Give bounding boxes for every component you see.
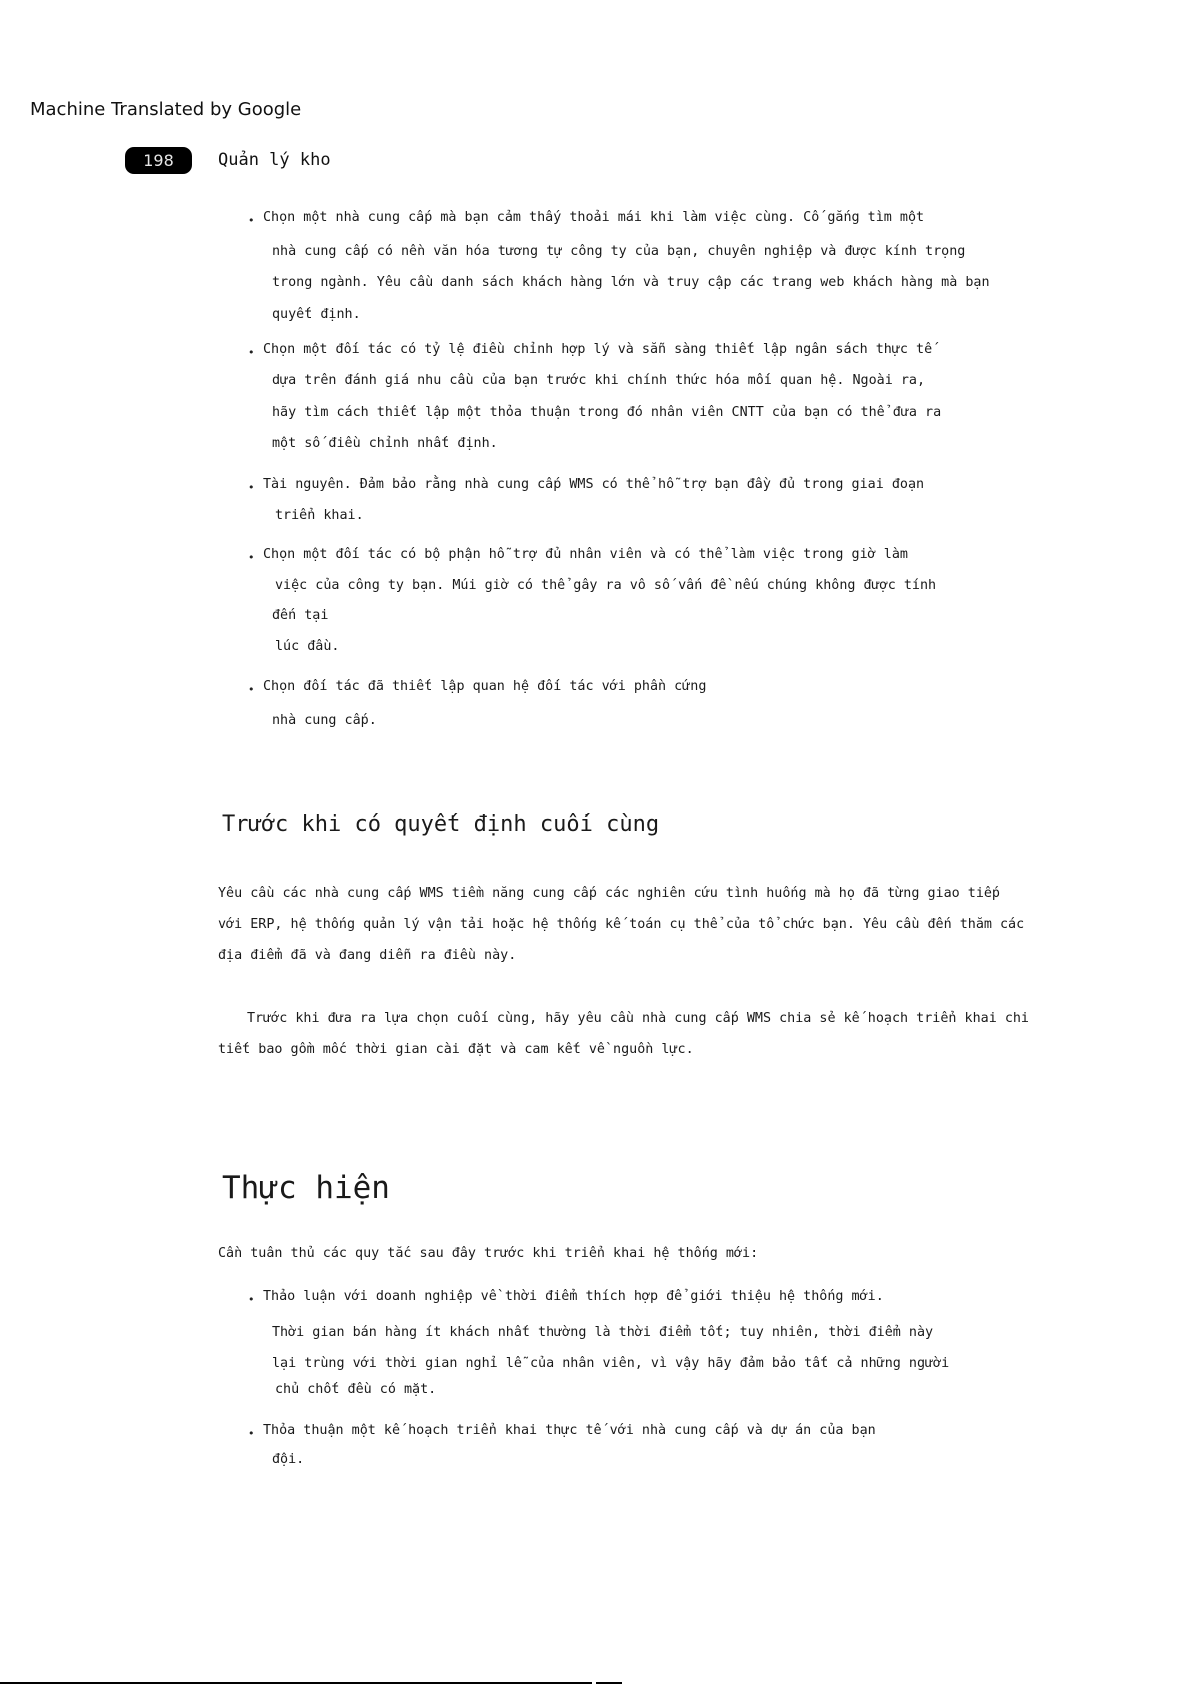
bullet-marker: • [248, 551, 255, 564]
bullet-line: Chọn một nhà cung cấp mà bạn cảm thấy thoải mái khi làm việc cùng. Cố gắng tìm một [263, 210, 925, 225]
bullet-line: lại trùng với thời gian nghỉ lễ của nhân viên, vì vậy hãy đảm bảo tất cả những người [272, 1356, 950, 1371]
bullet-line: một số điều chỉnh nhất định. [272, 436, 498, 451]
bullet-line: lúc đầu. [275, 639, 340, 654]
footer-rule-short [596, 1682, 622, 1684]
bullet-line: dựa trên đánh giá nhu cầu của bạn trước khi chính thức hóa mối quan hệ. Ngoài ra, [272, 373, 926, 388]
bullet-line: trong ngành. Yêu cầu danh sách khách hàng lớn và truy cập các trang web khách hàng mà bạn [272, 275, 990, 290]
bullet-line: quyết định. [272, 307, 361, 322]
section-heading: Trước khi có quyết định cuối cùng [222, 812, 660, 837]
machine-translated-banner: Machine Translated by Google [30, 99, 302, 120]
paragraph-line: Trước khi đưa ra lựa chọn cuối cùng, hãy yêu cầu nhà cung cấp WMS chia sẻ kế hoạch triển khai chi [247, 1011, 1029, 1026]
bullet-line: việc của công ty bạn. Múi giờ có thể gây ra vô số vấn đề nếu chúng không được tính [275, 578, 937, 593]
running-title: Quản lý kho [218, 150, 331, 170]
bullet-marker: • [248, 683, 255, 696]
bullet-marker: • [248, 346, 255, 359]
page-number-badge: 198 [125, 147, 192, 174]
bullet-marker: • [248, 1427, 255, 1440]
paragraph-line: địa điểm đã và đang diễn ra điều này. [218, 948, 517, 963]
bullet-line: Chọn một đối tác có tỷ lệ điều chỉnh hợp lý và sẵn sàng thiết lập ngân sách thực tế [263, 342, 933, 357]
bullet-line: Thỏa thuận một kế hoạch triển khai thực tế với nhà cung cấp và dự án của bạn [263, 1423, 876, 1438]
paragraph-line: tiết bao gồm mốc thời gian cài đặt và cam kết về nguồn lực. [218, 1042, 694, 1057]
bullet-line: hãy tìm cách thiết lập một thỏa thuận trong đó nhân viên CNTT của bạn có thể đưa ra [272, 405, 942, 420]
bullet-marker: • [248, 481, 255, 494]
bullet-line: nhà cung cấp. [272, 713, 377, 728]
bullet-line: Chọn một đối tác có bộ phận hỗ trợ đủ nhân viên và có thể làm việc trong giờ làm [263, 547, 908, 562]
bullet-line: Tài nguyên. Đảm bảo rằng nhà cung cấp WMS có thể hỗ trợ bạn đầy đủ trong giai đoạn [263, 477, 925, 492]
bullet-line: triển khai. [275, 508, 364, 523]
bullet-line: chủ chốt đều có mặt. [275, 1382, 437, 1397]
bullet-line: Thảo luận với doanh nghiệp về thời điểm thích hợp để giới thiệu hệ thống mới. [263, 1289, 884, 1304]
chapter-heading: Thực hiện [222, 1170, 390, 1206]
intro-paragraph: Cần tuân thủ các quy tắc sau đây trước khi triển khai hệ thống mới: [218, 1246, 759, 1261]
footer-rule [0, 1682, 592, 1684]
paragraph-line: Yêu cầu các nhà cung cấp WMS tiềm năng cung cấp các nghiên cứu tình huống mà họ đã từng giao tiếp [218, 886, 1000, 901]
paragraph-line: với ERP, hệ thống quản lý vận tải hoặc hệ thống kế toán cụ thể của tổ chức bạn. Yêu cầu đến thăm các [218, 917, 1025, 932]
bullet-line: Thời gian bán hàng ít khách nhất thường là thời điểm tốt; tuy nhiên, thời điểm này [272, 1325, 934, 1340]
bullet-line: đến tại [272, 608, 329, 623]
bullet-line: Chọn đối tác đã thiết lập quan hệ đối tác với phần cứng [263, 679, 707, 694]
bullet-line: nhà cung cấp có nền văn hóa tương tự công ty của bạn, chuyên nghiệp và được kính trọng [272, 244, 966, 259]
bullet-marker: • [248, 1293, 255, 1306]
bullet-line: đội. [272, 1452, 305, 1467]
bullet-marker: • [248, 214, 255, 227]
